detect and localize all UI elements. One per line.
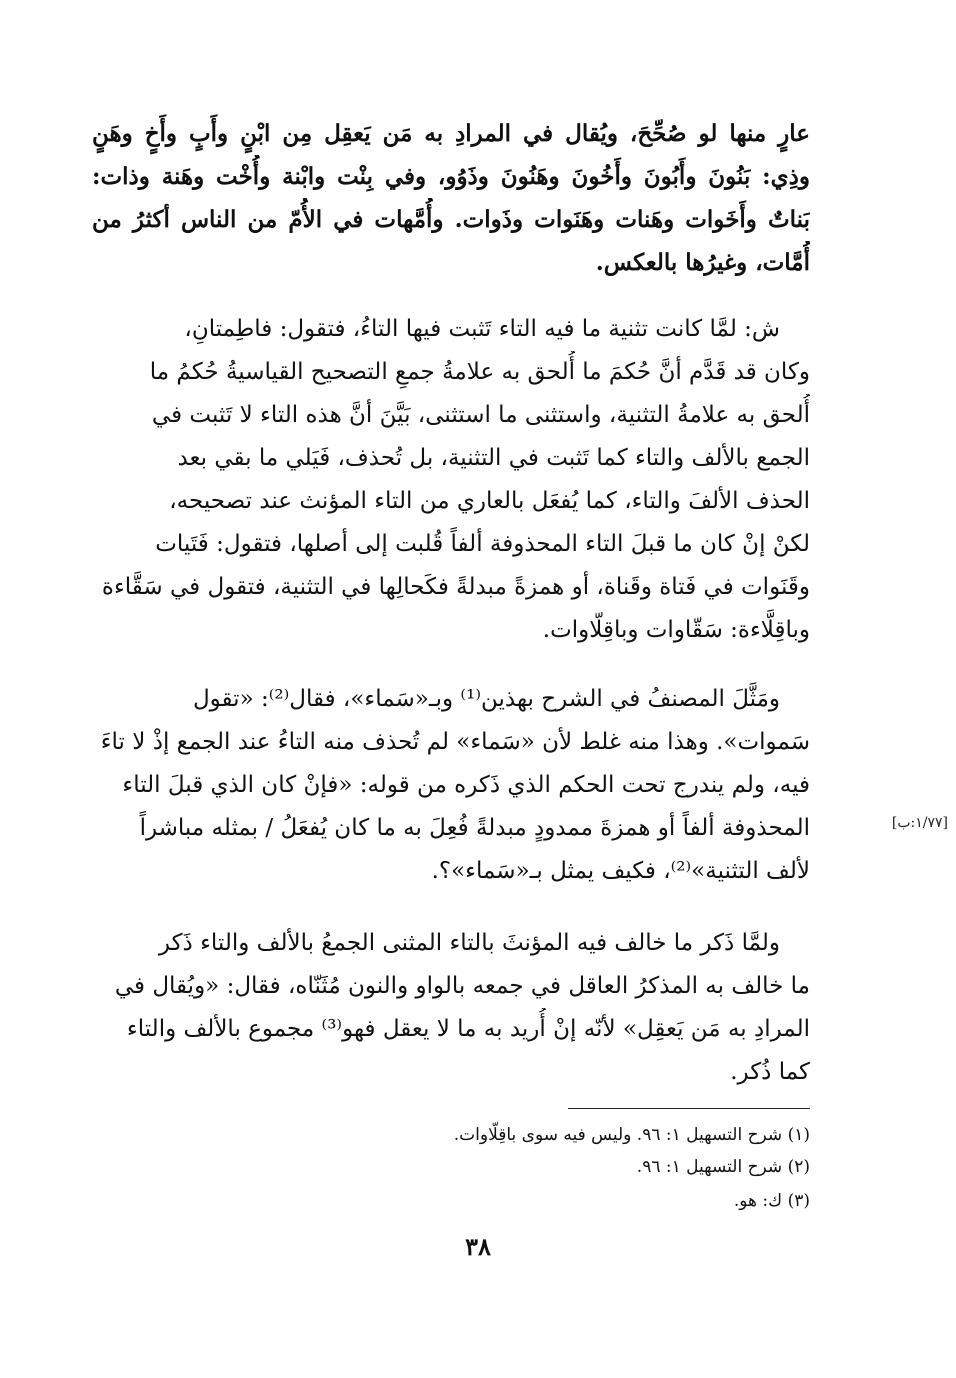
paragraph-matn xyxy=(92,112,810,284)
manuscript-folio-note: [١/٧٧:ب] xyxy=(891,815,948,831)
text-line: عارٍ منها لو صُحِّحَ، ويُقال في المرادِ به مَن يَعقِل مِن ابْنٍ وأَبٍ وأَخٍ وهَنٍ xyxy=(92,120,810,147)
text-line: أُلحق به علامةُ التثنية، واستثنى ما استثنى، بَيَّنَ أنَّ هذه التاء لا تَثبت في xyxy=(151,402,810,428)
text-line: الجمع بالألف والتاء كما تَثبت في التثنية، بل تُحذف، فَيَلي ما بقي بعد xyxy=(177,445,810,471)
text-line: وكان قد قَدَّم أنَّ حُكمَ ما أُلحق به علامةُ جمعِ التصحيح القياسيةُ حُكمُ ما xyxy=(149,359,810,385)
text-line: ومَثَّلَ المصنفُ في الشرح بهذين⁽¹⁾ وبـ«سَماء»، فقال⁽²⁾: «تقول xyxy=(192,686,780,712)
text-line: ولمَّا ذَكر ما خالف فيه المؤنثَ بالتاء المثنى الجمعُ بالألف والتاء ذَكر xyxy=(158,930,780,956)
footnote-separator xyxy=(568,1108,810,1109)
text-line: بَناتٌ وأَخَوات وهَنات وهَنَوات وذَوات. وأُمَّهات في الأُمّ من الناس أكثرُ من xyxy=(92,206,810,233)
paragraph-transition xyxy=(92,922,810,1094)
footnote-3: (٣) ك: هو. xyxy=(733,1191,810,1211)
text-line: كما ذُكر. xyxy=(730,1059,810,1085)
text-line: ش: لمَّا كانت تثنية ما فيه التاء تَثبت فيها التاءُ، فتقول: فاطِمتانِ، xyxy=(184,316,780,342)
text-line: وقَنَوات في فَتاة وقَناة، أو همزةً مبدلةً فكَحالِها في التثنية، فتقول في سَقَّاءة xyxy=(101,574,810,600)
text-line: لألف التثنية»⁽²⁾، فكيف يمثل بـ«سَماء»؟. xyxy=(431,858,810,884)
text-line: فيه، ولم يندرج تحت الحكم الذي ذَكره من قوله: «فإنْ كان الذي قبلَ التاء xyxy=(122,772,810,798)
paragraph-sharh xyxy=(92,308,810,652)
footnote-1: (١) شرح التسهيل ١: ٩٦. وليس فيه سوى باقِلّاوات. xyxy=(453,1125,810,1145)
text-line: سَموات». وهذا منه غلط لأن «سَماء» لم تُحذف منه التاءُ عند الجمع إذْ لا تاءَ xyxy=(100,729,810,755)
page-number: ٣٨ xyxy=(465,1232,491,1261)
text-line: المحذوفة ألفاً أو همزةَ ممدودٍ مبدلةً فُعِلَ به ما كان يُفعَلُ / بمثله مباشراً xyxy=(139,815,810,841)
text-line: ما خالف به المذكرُ العاقل في جمعه بالواو والنون مُثَنّاه، فقال: «ويُقال في xyxy=(114,973,810,999)
text-line: وذِي: بَنُونَ وأَبُونَ وأَخُونَ وهَنُونَ وذَوُو، وفي بِنْت وابْنة وأُخْت وهَنة وذات: xyxy=(92,163,810,190)
text-line: لكنْ إنْ كان ما قبلَ التاء المحذوفة ألفاً قُلبت إلى أصلها، فتقول: فَتَيات xyxy=(155,531,810,557)
footnote-2: (٢) شرح التسهيل ١: ٩٦. xyxy=(636,1157,810,1177)
text-line: المرادِ به مَن يَعقِل» لأنّه إنْ أُريد به ما لا يعقل فهو⁽³⁾ مجموع بالألف والتاء xyxy=(126,1016,810,1042)
paragraph-critique xyxy=(92,678,810,893)
text-line: أُمَّات، وغيرُها بالعكس. xyxy=(595,249,810,276)
text-line: وباقِلَّاءة: سَقّاوات وباقِلّاوات. xyxy=(542,617,810,643)
text-line: الحذف الألفَ والتاء، كما يُفعَل بالعاري من التاء المؤنث عند تصحيحه، xyxy=(169,488,810,514)
